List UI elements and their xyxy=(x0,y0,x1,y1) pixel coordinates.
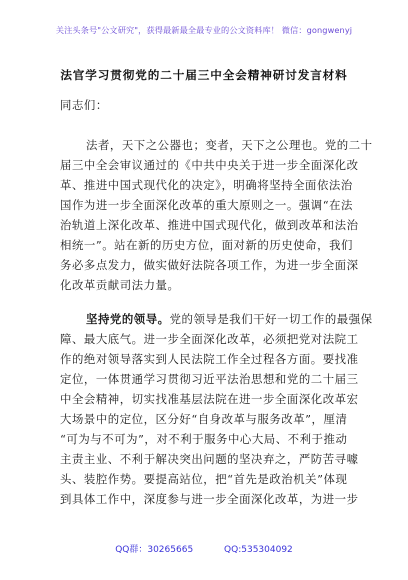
para2-line: 到具体工作中，深度参与进一步全面深化改革，为进一步 xyxy=(60,492,359,506)
document-title: 法官学习贯彻党的二十届三中全会精神研讨发言材料 xyxy=(60,68,348,82)
header-banner: 关注头条号"公文研究"，获得最新最全最专业的公文资料库！ 微信：gongwenyj xyxy=(55,25,353,35)
para2-line: 党的领导是我们干好一切工作的最强保 xyxy=(169,312,373,326)
para2-heading: 坚持党的领导。 xyxy=(86,312,170,326)
page-header xyxy=(0,0,408,52)
para1-line: 务必多点发力，做实做好法院各项工作，为进一步全面深 xyxy=(60,258,359,272)
para1-line: 法者，天下之公器也；变者，天下之公理也。党的二十 xyxy=(86,138,373,152)
para1-line: 治轨道上深化改革、推进中国式现代化，做到改革和法治 xyxy=(60,218,359,232)
page-footer xyxy=(0,542,408,555)
para2-line: 主责主业、不利于解决突出问题的坚决弃之，严防苦寻噱 xyxy=(60,452,359,466)
para2-line: 中全会精神，切实找准基层法院在进一步全面深化改革宏 xyxy=(60,392,359,406)
para1-line: 相统一”。站在新的历史方位，面对新的历史使命，我们 xyxy=(60,238,353,252)
para1-line: 国作为进一步全面深化改革的重大原则之一。强调“在法 xyxy=(60,198,353,212)
para2-line: 作的绝对领导落实到人民法院工作全过程各方面。要找准 xyxy=(60,352,359,366)
para1-line: 届三中全会审议通过的《中共中央关于进一步全面深化改 xyxy=(60,158,359,172)
para2-line: 定位，一体贯通学习贯彻习近平法治思想和党的二十届三 xyxy=(60,372,359,386)
para2-line: 头、装腔作势。要提高站位，把“首先是政治机关”体现 xyxy=(60,472,348,486)
para2-line: “可为与不可为”，对不利于服务中心大局、不利于推动 xyxy=(60,432,348,446)
para1-line: 革、推进中国式现代化的决定》，明确将坚持全面依法治 xyxy=(60,178,353,192)
para2-line: 障、最大底气。进一步全面深化改革，必须把党对法院工 xyxy=(60,332,359,346)
para2-line: 大场景中的定位，区分好“自身改革与服务改革”，厘清 xyxy=(60,412,348,426)
footer-qq: QQ:535304092 xyxy=(224,545,293,555)
para1-line: 化改革贡献司法力量。 xyxy=(60,278,180,292)
salutation: 同志们： xyxy=(60,98,108,112)
para2-first-line xyxy=(86,309,373,329)
footer-qq-group: QQ群：30265665 xyxy=(115,545,194,555)
